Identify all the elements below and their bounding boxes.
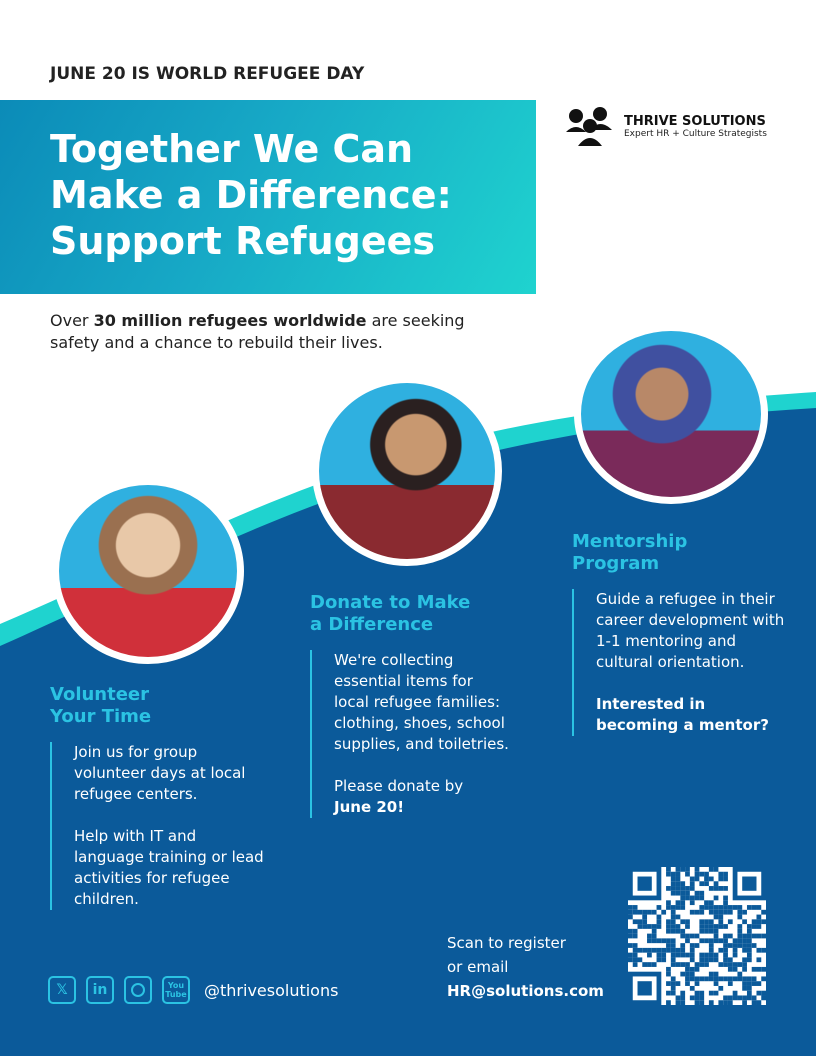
column-donate <box>310 592 510 818</box>
people-logo-icon <box>566 106 616 146</box>
mentorship-text: Guide a refugee in their career development with 1-1 mentoring and cultural orientation. <box>596 590 785 671</box>
donate-title: Donate to Make a Difference <box>310 592 471 635</box>
column-volunteer <box>50 684 270 910</box>
cta-line2: or email <box>447 958 509 976</box>
youtube-icon[interactable]: You Tube <box>162 976 190 1004</box>
x-icon[interactable]: 𝕏 <box>48 976 76 1004</box>
qr-code[interactable] <box>628 867 766 1005</box>
email-link[interactable]: HR@solutions.com <box>447 982 604 1000</box>
social-links <box>48 976 338 1004</box>
register-cta <box>447 931 604 1003</box>
volunteer-title: Volunteer Your Time <box>50 684 152 727</box>
photo-girl <box>52 478 244 664</box>
logo-tagline: Expert HR + Culture Strategists <box>624 128 767 139</box>
hero-title: Together We Can Make a Difference: Support Refugees <box>50 127 452 263</box>
social-handle[interactable]: @thrivesolutions <box>204 980 339 1000</box>
linkedin-icon[interactable]: in <box>86 976 114 1004</box>
donate-deadline: Please donate by June 20! <box>334 777 464 816</box>
volunteer-text: Join us for group volunteer days at local refugee centers. <box>74 743 246 803</box>
volunteer-text-2: Help with IT and language training or lead activities for refugee children. <box>74 827 264 908</box>
logo-name: THRIVE SOLUTIONS <box>624 113 766 129</box>
logo <box>566 106 767 146</box>
hero-banner <box>0 100 536 294</box>
mentorship-title: Mentorship Program <box>572 531 688 574</box>
photo-woman <box>574 324 768 504</box>
instagram-icon[interactable] <box>124 976 152 1004</box>
column-mentorship <box>572 531 792 736</box>
intro-text: Over 30 million refugees worldwide are seeking safety and a chance to rebuild their lives. <box>50 311 465 352</box>
kicker-heading: JUNE 20 IS WORLD REFUGEE DAY <box>50 64 365 84</box>
photo-boy <box>312 376 502 566</box>
mentorship-cta: Interested in becoming a mentor? <box>596 695 769 734</box>
donate-text: We're collecting essential items for local refugee families: clothing, shoes, school supplies, and toiletries. <box>334 651 509 753</box>
cta-line1: Scan to register <box>447 934 566 952</box>
